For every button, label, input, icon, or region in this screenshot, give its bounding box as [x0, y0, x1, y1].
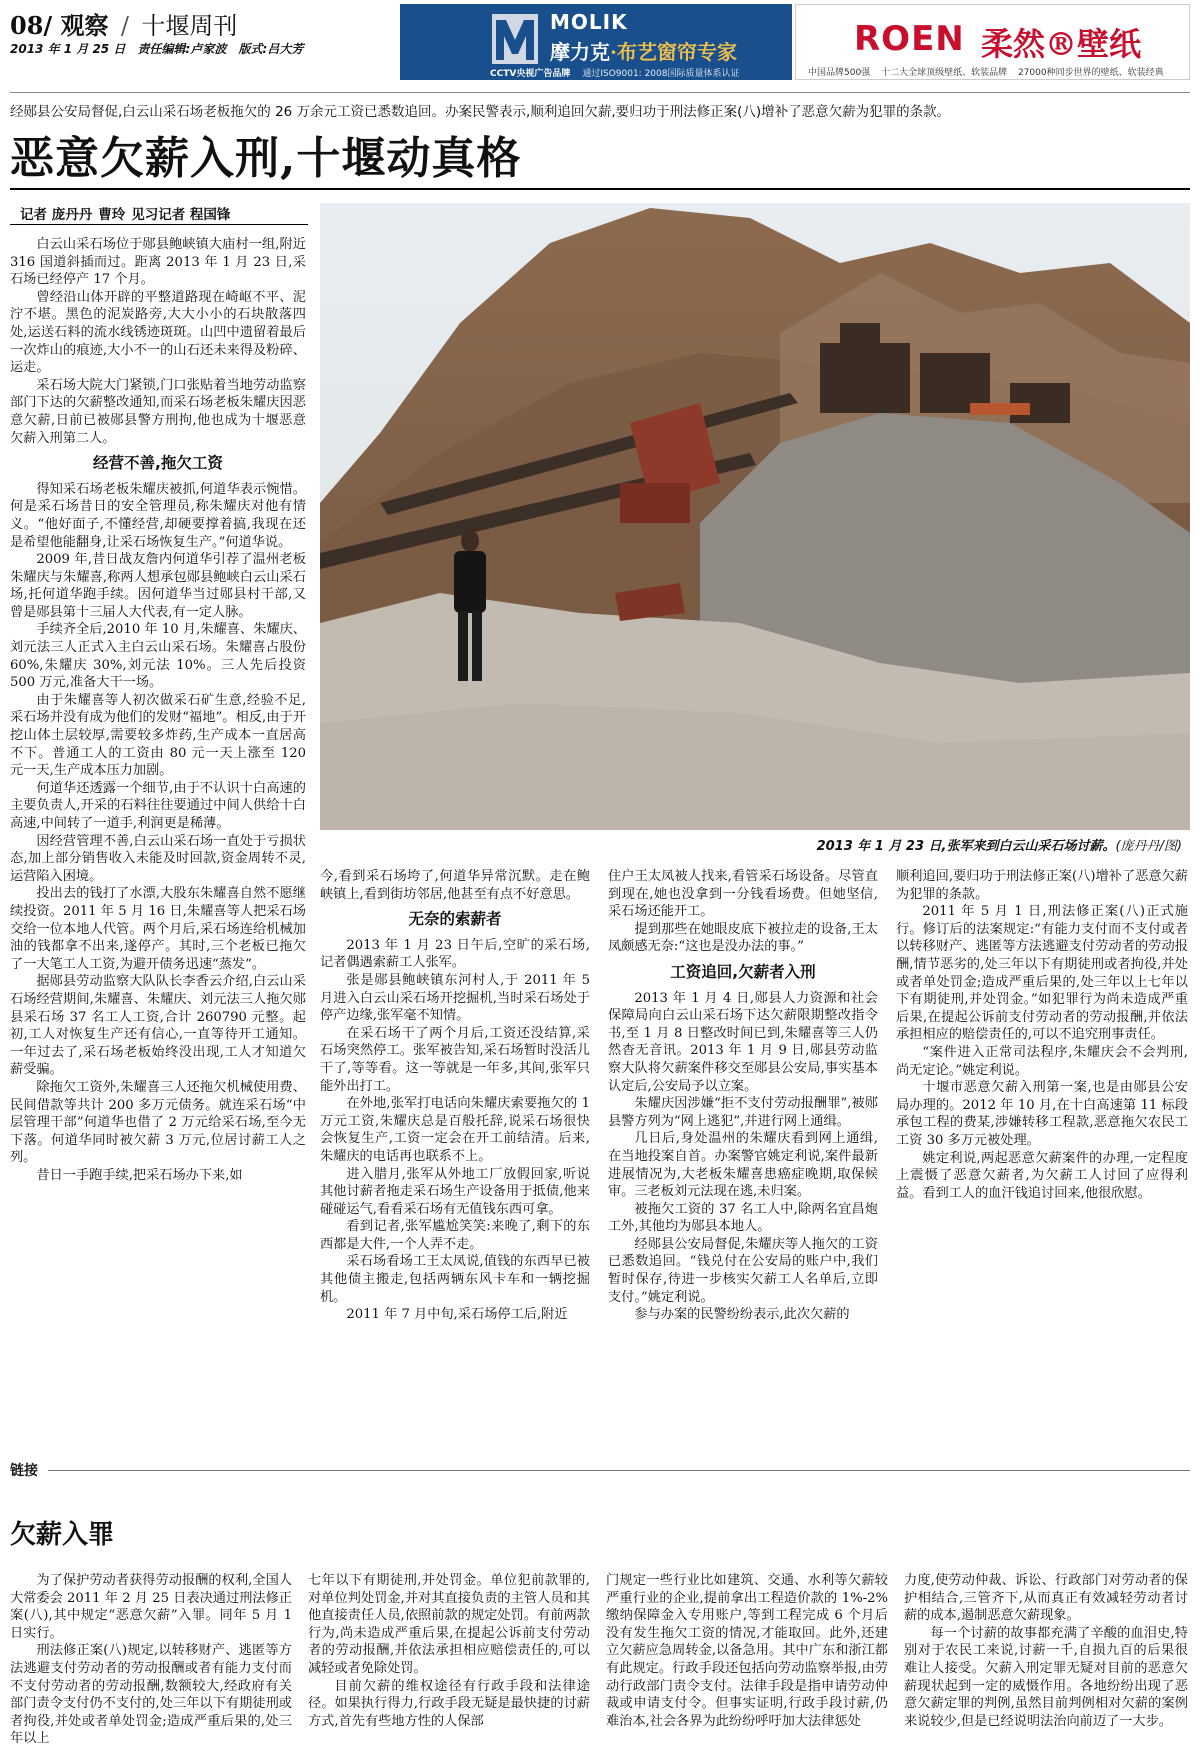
headline-rule: [10, 188, 1190, 190]
paragraph: 在采石场干了两个月后,工资还没结算,采石场突然停工。张军被告知,采石场暂时没活儿干了,等等看。这一等就是一年多,其间,张军只能外出打工。: [320, 1025, 590, 1094]
article-lead: 经郧县公安局督促,白云山采石场老板拖欠的 26 万余元工资已悉数追回。办案民警表示,顺利追回欠薪,要归功于刑法修正案(八)增补了恶意欠薪为犯罪的条款。: [10, 104, 951, 120]
paragraph: 提到那些在她眼皮底下被拉走的设备,王太凤颇感无奈:“这也是没办法的事。”: [608, 921, 878, 955]
page-header: [10, 6, 237, 41]
paragraph: 除拖欠工资外,朱耀喜三人还拖欠机械使用费、民间借款等共计 200 多万元债务。就连采石场“中层管理干部”何道华也借了 2 万元给采石场,至今无下落。何道华同时被欠薪 3 万元,位居讨薪工人之列。: [10, 1079, 306, 1166]
molik-footer: [490, 66, 739, 79]
roen-brand: ROEN: [854, 19, 965, 59]
paragraph: 在外地,张军打电话向朱耀庆索要拖欠的 1 万元工资,朱耀庆总是百般托辞,说采石场很快会恢复生产,工资一定会在开工前结清。后来,朱耀庆的电话再也联系不上。: [320, 1096, 590, 1164]
paragraph: 几日后,身处温州的朱耀庆看到网上通缉,在当地投案自首。办案警官姚定利说,案件最新进展情况为,大老板朱耀喜患癌症晚期,取保候审。三老板刘元法现在逃,未归案。: [608, 1131, 878, 1200]
paragraph: 手续齐全后,2010 年 10 月,朱耀喜、朱耀庆、刘元法三人正式入主白云山采石场。朱耀喜占股份 60%,朱耀庆 30%,刘元法 10%。三人先后投资 500 万元,准备大干一场。: [10, 622, 306, 691]
roen-advertisement[interactable]: [795, 4, 1190, 80]
subheading-helpless-claimant: 无奈的索薪者: [408, 910, 502, 929]
header-separator: /: [120, 12, 129, 40]
paragraph: 门规定一些行业比如建筑、交通、水利等欠薪较严重行业的企业,提前拿出工程造价款的 1%-2%缴纳保障金入专用账户,等到工程完成 6 个月后没有发生拖欠工资的情况,才能取回。此外,还建立欠薪应急周转金,以备急用。其中广东和浙江都有此规定。行政手段还包括向劳动监察举报,由劳动行政部门责令支付。法律手段是指申请劳动仲裁或申请支付令。但事实证明,行政手段讨薪,仍难治本,社会各界为此纷纷呼吁加大法律惩处: [606, 1573, 888, 1729]
supplement-name: 十堰周刊: [141, 12, 238, 40]
paragraph: 得知采石场老板朱耀庆被抓,何道华表示惋惜。何是采石场昔日的安全管理员,称朱耀庆对他有情义。“他好面子,不懂经营,却硬要撑着搞,我现在还是希望他能翻身,让采石场恢复生产。”何道华说。: [10, 481, 306, 550]
paragraph: 2013 年 1 月 23 日午后,空旷的采石场,记者偶遇索薪工人张军。: [320, 937, 590, 971]
paragraph: 刑法修正案(八)规定,以转移财产、逃匿等方法逃避支付劳动者的劳动报酬或者有能力支付而不支付劳动者的劳动报酬,数额较大,经政府有关部门责令支付仍不支付的,处三年以下有期徒刑或者拘役,并处或者单处罚金;造成严重后果的,处三年以上: [10, 1643, 292, 1747]
paragraph: 每一个讨薪的故事都充满了辛酸的血泪史,特别对于农民工来说,讨薪一千,自损九百的后果很难让人接受。欠薪入刑定罪无疑对目前的恶意欠薪现状起到一定的威慑作用。各地纷纷出现了恶意欠薪定罪的判例,虽然目前判例相对欠薪的案例来说较少,但是已经说明法治向前迈了一大步。: [904, 1625, 1188, 1729]
caption-text: 2013 年 1 月 23 日,张军来到白云山采石场讨薪。: [816, 839, 1116, 854]
paragraph: 今,看到采石场垮了,何道华异常沉默。走在鲍峡镇上,看到街坊邻居,他甚至有点不好意思。: [320, 869, 590, 902]
editor-credit: 责任编辑:卢家波: [137, 42, 227, 56]
sidebar-column-4: [904, 1572, 1188, 1730]
paragraph: 据郧县劳动监察大队队长李香云介绍,白云山采石场经营期间,朱耀喜、朱耀庆、刘元法三人拖欠郧县采石场 37 名工人工资,合计 260790 元整。起初,工人对恢复生产还有信心,一直等待开工通知。一年过去了,采石场老板始终没出现,工人才知道欠薪受骗。: [10, 974, 306, 1078]
paragraph: 十堰市恶意欠薪入刑第一案,也是由郧县公安局办理的。2012 年 10 月,在十白高速第 11 标段承包工程的费某,涉嫌转移工程款,恶意拖欠农民工工资 30 多万元被处理。: [896, 1080, 1188, 1148]
paragraph: 朱耀庆因涉嫌“拒不支付劳动报酬罪”,被郧县警方列为“网上逃犯”,并进行网上通缉。: [608, 1096, 878, 1129]
byline-reporter-1: 记者 庞丹丹: [20, 207, 93, 223]
page-number: 08/: [10, 11, 53, 40]
paragraph: 昔日一手跑手续,把采石场办下来,如: [36, 1167, 243, 1183]
byline-rule: [10, 224, 308, 225]
molik-advertisement[interactable]: [400, 4, 792, 80]
byline-reporter-2: 曹玲: [98, 207, 126, 223]
molik-logo-icon: [492, 14, 538, 64]
paragraph: 被拖欠工资的 37 名工人中,除两名宜昌炮工外,其他均为郧县本地人。: [608, 1201, 878, 1235]
layout-credit: 版式:吕大芳: [238, 42, 304, 56]
paragraph: 张是郧县鲍峡镇东河村人,于 2011 年 5 月进入白云山采石场开挖掘机,当时采石场处于停产边缘,张军毫不知情。: [320, 972, 590, 1024]
issue-meta: [10, 40, 311, 57]
sidebar-column-1: [10, 1572, 292, 1748]
subheading-poor-management: 经营不善,拖欠工资: [93, 454, 223, 473]
paragraph: 采石场看场工王太凤说,值钱的东西早已被其他债主搬走,包括两辆东风卡车和一辆挖掘机。: [320, 1254, 590, 1305]
sidebar-column-3: [606, 1572, 888, 1730]
paragraph: 经郧县公安局督促,朱耀庆等人拖欠的工资已悉数追回。“钱兑付在公安局的账户中,我们暂时保存,待进一步核实欠薪工人名单后,立即支付。”姚定利说。: [608, 1236, 878, 1305]
article-column-2: [320, 868, 590, 1324]
article-column-4: [896, 868, 1188, 1202]
paragraph: 进入腊月,张军从外地工厂放假回家,听说其他讨薪者拖走采石场生产设备用于抵债,他来碰碰运气,看看采石场有无值钱东西可拿。: [320, 1166, 590, 1217]
paragraph: 2009 年,昔日战友詹内何道华引荐了温州老板朱耀庆与朱耀喜,称两人想承包郧县鲍峡白云山采石场,托何道华跑手续。因何道华当过郧县村干部,又曾是郧县第十三届人大代表,有一定人脉。: [10, 552, 306, 620]
link-rule: [48, 1470, 1190, 1471]
molik-slogan-a: 摩力克: [550, 40, 610, 64]
byline: [20, 203, 236, 223]
subheading-wages-recovered: 工资追回,欠薪者入刑: [670, 962, 816, 981]
paragraph: 因经营管理不善,白云山采石场一直处于亏损状态,加上部分销售收入未能及时回款,资金周转不灵,运营陷入困境。: [10, 833, 306, 884]
paragraph: 曾经沿山体开辟的平整道路现在崎岖不平、泥泞不堪。黑色的泥炭路旁,大大小小的石块散落四处,运送石料的流水线锈迹斑斑。山凹中遗留着最后一次炸山的痕迹,大小不一的山石还未来得及粉碎、运走。: [10, 289, 306, 376]
paragraph: 2011 年 5 月 1 日,刑法修正案(八)正式施行。修订后的法案规定:“有能力支付而不支付或者以转移财产、逃匿等方法逃避支付劳动者的劳动报酬,情节恶劣的,处三年以下有期徒刑或者拘役,并处或者单处罚金;造成严重后果的,处三年以上七年以下有期徒刑,并处罚金。”如犯罪行为尚未造成严重后果,在提起公诉前支付劳动者的劳动报酬,并依法承担相应的赔偿责任的,可以不追究刑事责任。: [896, 904, 1188, 1043]
issue-date: 2013 年 1 月 25 日: [10, 42, 126, 56]
paragraph: 目前欠薪的维权途径有行政手段和法律途径。如果执行得力,行政手段无疑是最快捷的讨薪方式,首先有些地方性的人保部: [308, 1678, 590, 1729]
quarry-photo-illustration: [320, 203, 1190, 830]
paragraph: 何道华还透露一个细节,由于不认识十白高速的主要负责人,开采的石料往往要通过中间人供给十白高速,中间转了一道手,利润更是稀薄。: [10, 780, 306, 831]
molik-cctv: CCTV央视广告品牌: [490, 69, 571, 79]
sidebar-title: 欠薪入罪: [10, 1520, 115, 1550]
paragraph: 2011 年 7 月中旬,采石场停工后,附近: [346, 1307, 568, 1323]
paragraph: 姚定利说,两起恶意欠薪案件的办理,一定程度上震慑了恶意欠薪者,为欠薪工人讨回了应得利益。看到工人的血汗钱追讨回来,他很欣慰。: [896, 1150, 1188, 1201]
photo-caption: [320, 835, 1182, 854]
paragraph: 参与办案的民警纷纷表示,此次欠薪的: [634, 1307, 850, 1323]
sidebar-column-2: [308, 1572, 590, 1730]
molik-slogan-b: ·布艺窗帘专家: [610, 40, 737, 64]
paragraph: 住户王太凤被人找来,看管采石场设备。尽管直到现在,她也没拿到一分钱看场费。但她坚信,采石场还能开工。: [608, 869, 878, 920]
paragraph: 看到记者,张军尴尬笑笑:来晚了,剩下的东西都是大件,一个人弄不走。: [320, 1219, 590, 1252]
paragraph: 由于朱耀喜等人初次做采石矿生意,经验不足,采石场并没有成为他们的发财“福地”。相反,由于开挖山体土层较厚,需要较多炸药,生产成本一直居高不下。普通工人的工资由 80 元一天上涨至 120 元一天,生产成本压力加剧。: [10, 692, 306, 779]
section-name: 观察: [60, 11, 109, 40]
paragraph: “案件进入正常司法程序,朱耀庆会不会判刑,尚无定论。”姚定利说。: [896, 1044, 1188, 1078]
paragraph: 2013 年 1 月 4 日,郧县人力资源和社会保障局向白云山采石场下达欠薪限期整改指令书,至 1 月 8 日整改时间已到,朱耀喜等三人仍然杳无音讯。2013 年 1 月 9 日,郧县劳动监察大队将欠薪案件移交至郧县公安局,事实基本认定后,公安局予以立案。: [608, 990, 878, 1094]
roen-foot-1: 中国品牌500强: [808, 68, 871, 78]
roen-footer: [808, 65, 1172, 78]
paragraph: 七年以下有期徒刑,并处罚金。单位犯前款罪的,对单位判处罚金,并对其直接负责的主管人员和其他直接责任人员,依照前款的规定处罚。有前两款行为,尚未造成严重后果,在提起公诉前支付劳动者的劳动报酬,并依法承担相应赔偿责任的,可以减轻或者免除处罚。: [308, 1573, 590, 1676]
article-column-3: [608, 868, 878, 1324]
article-headline: 恶意欠薪入刑,十堰动真格: [10, 133, 522, 184]
paragraph: 采石场大院大门紧锁,门口张贴着当地劳动监察部门下达的欠薪整改通知,而采石场老板朱耀庆因恶意欠薪,日前已被郧县警方刑拘,他也成为十堰恶意欠薪入刑第二人。: [10, 377, 306, 446]
header-rule: [10, 92, 1190, 93]
roen-foot-3: 27000种同步世界的壁纸、软装经典: [1017, 68, 1164, 78]
link-label: 链接: [10, 1463, 38, 1479]
molik-brand: MOLIK: [550, 10, 628, 34]
paragraph: 为了保护劳动者获得劳动报酬的权利,全国人大常委会 2011 年 2 月 25 日表决通过刑法修正案(八),其中规定“恶意欠薪”入罪。同年 5 月 1 日实行。: [10, 1573, 292, 1641]
roen-foot-2: 十二大全球顶级壁纸、软装品牌: [881, 68, 1008, 78]
quarry-photo: [320, 203, 1190, 830]
paragraph: 顺利追回,要归功于刑法修正案(八)增补了恶意欠薪为犯罪的条款。: [896, 869, 1188, 902]
molik-slogan: [550, 36, 737, 65]
roen-brand-cn: 柔然®壁纸: [981, 25, 1142, 63]
photo-credit: (庞丹丹/图): [1115, 839, 1182, 854]
article-column-1: [10, 236, 306, 1184]
paragraph: 投出去的钱打了水漂,大股东朱耀喜自然不愿继续投资。2011 年 5 月 16 日,朱耀喜等人把采石场交给一位本地人代管。两个月后,采石场连给机械加油的钱都拿不出来,遂停产。其时,三个老板已拖欠了一大笔工人工资,为避开债务迅速“蒸发”。: [10, 886, 306, 972]
byline-reporter-3: 见习记者 程国锋: [131, 207, 231, 223]
molik-iso: 通过ISO9001: 2008国际质量体系认证: [582, 69, 740, 79]
paragraph: 力度,使劳动仲裁、诉讼、行政部门对劳动者的保护相结合,三管齐下,从而真正有效减轻劳动者讨薪的成本,遏制恶意欠薪现象。: [904, 1573, 1188, 1624]
paragraph: 白云山采石场位于郧县鲍峡镇大庙村一组,附近 316 国道斜插而过。距离 2013 年 1 月 23 日,采石场已经停产 17 个月。: [10, 237, 306, 288]
